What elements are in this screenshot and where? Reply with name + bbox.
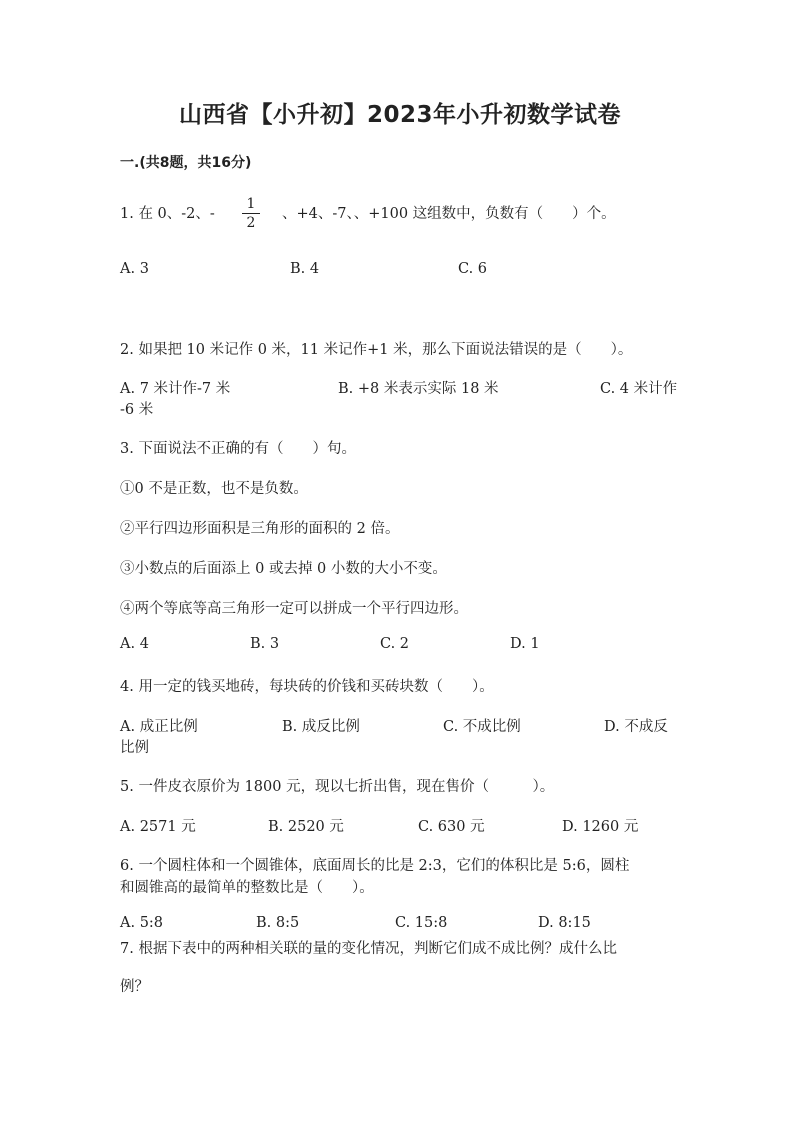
question-7-text-line-2: 例？ bbox=[120, 979, 149, 995]
q3-option-d: D. 1 bbox=[510, 636, 540, 652]
q6-option-b: B. 8:5 bbox=[256, 915, 300, 931]
question-5-text: 5. 一件皮衣原价为 1800 元，现以七折出售，现在售价（ ）。 bbox=[120, 779, 555, 795]
q5-option-a: A. 2571 元 bbox=[120, 819, 196, 835]
q2-option-c-continued: -6 米 bbox=[120, 402, 154, 418]
q2-option-a: A. 7 米计作-7 米 bbox=[120, 381, 231, 397]
exam-title: 山西省【小升初】2023年小升初数学试卷 bbox=[178, 102, 621, 128]
q5-option-b: B. 2520 元 bbox=[268, 819, 344, 835]
question-1-prefix: 1. 在 0、-2、- bbox=[120, 206, 215, 222]
question-3-text: 3. 下面说法不正确的有（ ）句。 bbox=[120, 441, 356, 457]
fraction-denominator: 2 bbox=[246, 215, 256, 231]
fraction-one-half bbox=[240, 196, 262, 231]
q4-option-c: C. 不成比例 bbox=[443, 719, 521, 735]
question-6-text-line-1: 6. 一个圆柱体和一个圆锥体，底面周长的比是 2:3，它们的体积比是 5:6，圆柱 bbox=[120, 858, 630, 874]
q4-option-d-continued: 比例 bbox=[120, 740, 149, 756]
q1-option-b: B. 4 bbox=[290, 261, 320, 277]
q1-option-c: C. 6 bbox=[458, 261, 488, 277]
fraction-bar bbox=[242, 213, 260, 214]
q2-option-b: B. +8 米表示实际 18 米 bbox=[338, 381, 499, 397]
question-1-suffix: 、+4、-7、、+100 这组数中，负数有（ ）个。 bbox=[282, 206, 616, 222]
section-heading: 一.(共8题，共16分) bbox=[120, 155, 252, 171]
q3-statement-3: ③小数点的后面添上 0 或去掉 0 小数的大小不变。 bbox=[120, 561, 447, 577]
q3-statement-4: ④两个等底等高三角形一定可以拼成一个平行四边形。 bbox=[120, 601, 468, 617]
q4-option-a: A. 成正比例 bbox=[120, 719, 198, 735]
question-6-text-line-2: 和圆锥高的最简单的整数比是（ ）。 bbox=[120, 880, 374, 896]
q4-option-b: B. 成反比例 bbox=[282, 719, 360, 735]
question-2-text: 2. 如果把 10 米记作 0 米，11 米记作+1 米，那么下面说法错误的是（ ）。 bbox=[120, 342, 633, 358]
q6-option-a: A. 5:8 bbox=[120, 915, 164, 931]
q1-option-a: A. 3 bbox=[120, 261, 149, 277]
q5-option-c: C. 630 元 bbox=[418, 819, 485, 835]
q5-option-d: D. 1260 元 bbox=[562, 819, 639, 835]
question-7-text-line-1: 7. 根据下表中的两种相关联的量的变化情况，判断它们成不成比例？成什么比 bbox=[120, 941, 617, 957]
q3-option-c: C. 2 bbox=[380, 636, 410, 652]
q3-statement-2: ②平行四边形面积是三角形的面积的 2 倍。 bbox=[120, 521, 400, 537]
q3-option-a: A. 4 bbox=[120, 636, 149, 652]
q4-option-d: D. 不成反 bbox=[604, 719, 668, 735]
q6-option-c: C. 15:8 bbox=[395, 915, 448, 931]
q2-option-c: C. 4 米计作 bbox=[600, 381, 678, 397]
question-4-text: 4. 用一定的钱买地砖，每块砖的价钱和买砖块数（ ）。 bbox=[120, 679, 494, 695]
q6-option-d: D. 8:15 bbox=[538, 915, 591, 931]
q3-statement-1: ①0 不是正数，也不是负数。 bbox=[120, 481, 308, 497]
q3-option-b: B. 3 bbox=[250, 636, 280, 652]
fraction-numerator: 1 bbox=[246, 196, 256, 212]
